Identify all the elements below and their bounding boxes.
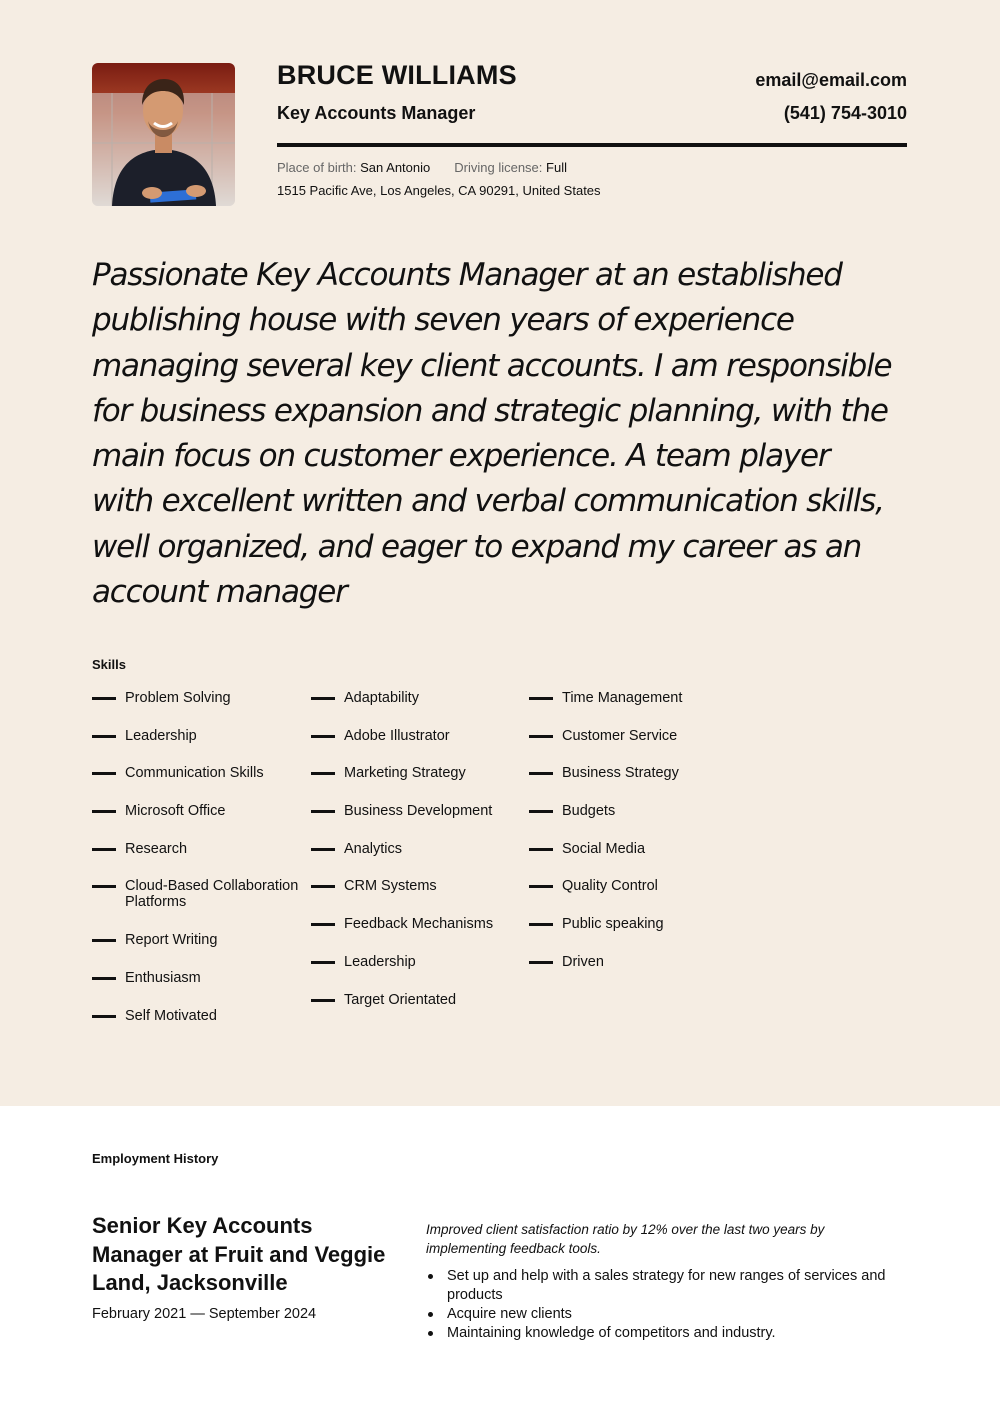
skill-item [92, 970, 307, 986]
skills-column-2 [311, 690, 526, 1029]
skill-item [529, 916, 744, 932]
skill-item [92, 841, 307, 857]
skill-label: Marketing Strategy [344, 765, 466, 782]
dash-icon [311, 885, 335, 888]
dash-icon [92, 810, 116, 813]
dash-icon [92, 772, 116, 775]
dash-icon [529, 848, 553, 851]
skill-label: Business Strategy [562, 765, 679, 782]
dash-icon [311, 697, 335, 700]
skill-item [311, 728, 526, 744]
place-of-birth-value: San Antonio [360, 160, 431, 175]
dash-icon [529, 810, 553, 813]
dash-icon [311, 923, 335, 926]
dash-icon [529, 772, 553, 775]
skill-label: Self Motivated [125, 1007, 217, 1024]
skill-item [311, 992, 526, 1008]
skill-label: CRM Systems [344, 878, 437, 895]
dash-icon [311, 961, 335, 964]
skill-item [311, 690, 526, 706]
dash-icon [311, 848, 335, 851]
skills-heading: Skills [92, 657, 126, 672]
skills-column-3 [529, 690, 744, 992]
skill-item [311, 765, 526, 781]
job-role-title: Senior Key Accounts Manager at Fruit and Veggie Land, Jacksonville [92, 1213, 386, 1295]
skill-label: Enthusiasm [125, 969, 201, 986]
dash-icon [529, 735, 553, 738]
skill-label: Social Media [562, 840, 646, 857]
dash-icon [92, 697, 116, 700]
skill-label: Analytics [344, 840, 403, 857]
skill-label: Feedback Mechanisms [344, 916, 494, 933]
skill-item [92, 765, 307, 781]
job-responsibilities [426, 1267, 896, 1343]
skill-item [529, 690, 744, 706]
dash-icon [529, 697, 553, 700]
skill-label: Research [125, 840, 188, 857]
skill-item [92, 690, 307, 706]
skill-label: Leadership [344, 953, 416, 970]
skill-item [92, 803, 307, 819]
skill-label: Problem Solving [125, 690, 231, 706]
profile-photo [92, 63, 235, 206]
dash-icon [92, 939, 116, 942]
list-item: Maintaining knowledge of competitors and industry. [426, 1324, 896, 1343]
skill-item [311, 916, 526, 932]
dash-icon [529, 961, 553, 964]
skill-item [311, 878, 526, 894]
job-achievement: Improved client satisfaction ratio by 12% over the last two years by implementing feedback tools. [426, 1222, 825, 1256]
dash-icon [92, 977, 116, 980]
skill-label: Communication Skills [125, 765, 264, 782]
skill-item [529, 765, 744, 781]
skill-item [529, 878, 744, 894]
employment-heading: Employment History [92, 1151, 219, 1166]
person-avatar-icon [92, 63, 235, 206]
job-dates: February 2021 — September 2024 [92, 1306, 317, 1322]
skill-item [92, 878, 310, 910]
skill-label: Time Management [562, 690, 683, 706]
list-item: Acquire new clients [426, 1305, 896, 1324]
skill-label: Budgets [562, 803, 616, 820]
skill-item [92, 1008, 307, 1024]
skill-label: Leadership [125, 727, 197, 744]
dash-icon [92, 735, 116, 738]
skill-item [529, 841, 744, 857]
skill-label: Customer Service [562, 727, 678, 744]
dash-icon [311, 735, 335, 738]
job-title: Key Accounts Manager [277, 103, 476, 123]
skill-label: Public speaking [562, 916, 664, 933]
dash-icon [311, 772, 335, 775]
skill-item [311, 954, 526, 970]
skill-item [311, 803, 526, 819]
address: 1515 Pacific Ave, Los Angeles, CA 90291, United States [277, 183, 601, 198]
skill-label: Report Writing [125, 932, 218, 949]
skill-item [529, 954, 744, 970]
skill-label: Microsoft Office [125, 803, 226, 820]
dash-icon [311, 999, 335, 1002]
personal-details [277, 160, 567, 175]
skill-label: Cloud-Based Collaboration Platforms [125, 878, 299, 911]
dash-icon [92, 885, 116, 888]
place-of-birth-label: Place of birth: [277, 160, 357, 175]
dash-icon [92, 1015, 116, 1018]
skill-item [311, 841, 526, 857]
skill-label: Quality Control [562, 878, 658, 895]
skills-column-1 [92, 690, 307, 1045]
dash-icon [529, 885, 553, 888]
skill-item [529, 803, 744, 819]
dash-icon [529, 923, 553, 926]
skill-label: Adobe Illustrator [344, 727, 450, 744]
driving-license-label: Driving license: [454, 160, 543, 175]
skill-item [529, 728, 744, 744]
phone-number: (541) 754-3010 [783, 103, 907, 123]
skill-item [92, 932, 307, 948]
header-divider [277, 143, 907, 147]
skill-label: Driven [562, 953, 604, 970]
email-link[interactable]: email@email.com [755, 70, 907, 90]
list-item: Set up and help with a sales strategy for new ranges of services and products [426, 1267, 896, 1305]
dash-icon [92, 848, 116, 851]
candidate-name: BRUCE WILLIAMS [277, 60, 517, 90]
skill-item [92, 728, 307, 744]
skill-label: Target Orientated [344, 991, 457, 1008]
skill-label: Business Development [344, 803, 493, 820]
dash-icon [311, 810, 335, 813]
profile-summary: Passionate Key Accounts Manager at an established publishing house with seven years of experience managing several key client accounts. I am responsible for business expansion and strategic planning, with the main focus on customer experience. A team player with excellent written and verbal communication skills, well organized, and eager to expand my career as an account manager [92, 257, 892, 611]
skill-label: Adaptability [344, 690, 419, 706]
driving-license-value: Full [546, 160, 567, 175]
